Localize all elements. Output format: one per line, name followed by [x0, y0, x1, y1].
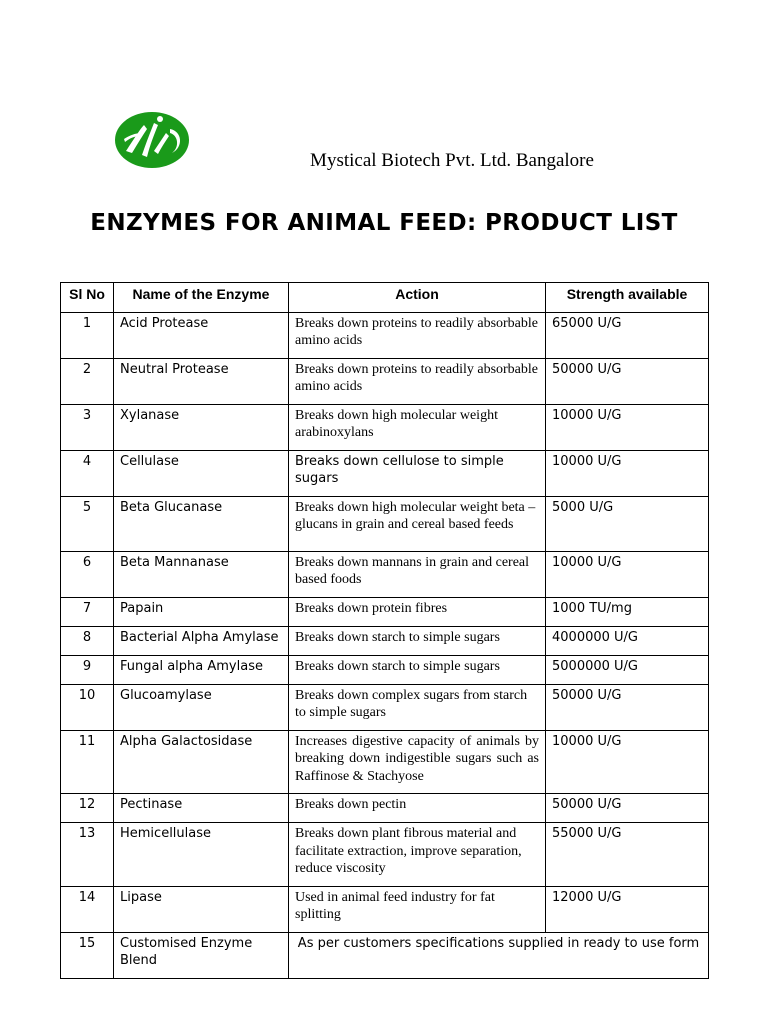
cell-strength: 10000 U/G: [546, 551, 709, 597]
cell-name: Alpha Galactosidase: [114, 730, 289, 794]
cell-action: Breaks down starch to simple sugars: [289, 626, 546, 655]
table-row: [61, 358, 709, 404]
cell-sl: 9: [61, 655, 114, 684]
table-row: [61, 932, 709, 978]
cell-name: Neutral Protease: [114, 358, 289, 404]
cell-merged-action-strength: As per customers specifications supplied in ready to use form: [289, 932, 709, 978]
cell-strength: 1000 TU/mg: [546, 597, 709, 626]
table-row: [61, 312, 709, 358]
cell-sl: 13: [61, 823, 114, 887]
cell-action: Breaks down starch to simple sugars: [289, 655, 546, 684]
header-strength: Strength available: [546, 283, 709, 313]
cell-strength: 5000 U/G: [546, 496, 709, 551]
cell-name: Beta Glucanase: [114, 496, 289, 551]
enzyme-product-table: [60, 282, 709, 979]
cell-sl: 7: [61, 597, 114, 626]
cell-name: Beta Mannanase: [114, 551, 289, 597]
cell-action: Breaks down high molecular weight arabinoxylans: [289, 404, 546, 450]
cell-action: Used in animal feed industry for fat splitting: [289, 886, 546, 932]
cell-sl: 5: [61, 496, 114, 551]
cell-action: Breaks down cellulose to simple sugars: [289, 450, 546, 496]
cell-action: Breaks down proteins to readily absorbable amino acids: [289, 358, 546, 404]
table-row: [61, 886, 709, 932]
cell-sl: 8: [61, 626, 114, 655]
cell-action: Breaks down protein fibres: [289, 597, 546, 626]
cell-sl: 2: [61, 358, 114, 404]
cell-strength: 65000 U/G: [546, 312, 709, 358]
cell-name: Lipase: [114, 886, 289, 932]
cell-strength: 50000 U/G: [546, 358, 709, 404]
cell-sl: 3: [61, 404, 114, 450]
cell-strength: 50000 U/G: [546, 794, 709, 823]
cell-name: Papain: [114, 597, 289, 626]
cell-strength: 55000 U/G: [546, 823, 709, 887]
cell-name: Cellulase: [114, 450, 289, 496]
cell-name: Bacterial Alpha Amylase: [114, 626, 289, 655]
table-row: [61, 551, 709, 597]
cell-strength: 50000 U/G: [546, 684, 709, 730]
cell-strength: 4000000 U/G: [546, 626, 709, 655]
table-row: [61, 626, 709, 655]
cell-action: Increases digestive capacity of animals by breaking down indigestible sugars such as Raffinose & Stachyose: [289, 730, 546, 794]
cell-action: Breaks down high molecular weight beta – glucans in grain and cereal based feeds: [289, 496, 546, 551]
page-title: ENZYMES FOR ANIMAL FEED: PRODUCT LIST: [90, 210, 678, 236]
table-row: [61, 823, 709, 887]
table-header-row: [61, 283, 709, 313]
cell-sl: 10: [61, 684, 114, 730]
cell-sl: 14: [61, 886, 114, 932]
cell-sl: 15: [61, 932, 114, 978]
cell-action: Breaks down pectin: [289, 794, 546, 823]
company-name: Mystical Biotech Pvt. Ltd. Bangalore: [310, 150, 594, 171]
cell-strength: 12000 U/G: [546, 886, 709, 932]
header-action: Action: [289, 283, 546, 313]
table-row: [61, 404, 709, 450]
cell-name: Hemicellulase: [114, 823, 289, 887]
table-row: [61, 794, 709, 823]
header-enzyme-name: Name of the Enzyme: [114, 283, 289, 313]
table-row: [61, 730, 709, 794]
table-row: [61, 496, 709, 551]
table-row: [61, 597, 709, 626]
cell-action: Breaks down proteins to readily absorbable amino acids: [289, 312, 546, 358]
table-row: [61, 684, 709, 730]
cell-sl: 4: [61, 450, 114, 496]
cell-action: Breaks down plant fibrous material and facilitate extraction, improve separation, reduce viscosity: [289, 823, 546, 887]
cell-name: Glucoamylase: [114, 684, 289, 730]
cell-name: Acid Protease: [114, 312, 289, 358]
cell-strength: 10000 U/G: [546, 450, 709, 496]
cell-name: Fungal alpha Amylase: [114, 655, 289, 684]
cell-strength: 10000 U/G: [546, 730, 709, 794]
cell-name: Pectinase: [114, 794, 289, 823]
cell-action: Breaks down complex sugars from starch to simple sugars: [289, 684, 546, 730]
cell-sl: 1: [61, 312, 114, 358]
cell-name: Customised Enzyme Blend: [114, 932, 289, 978]
cell-name: Xylanase: [114, 404, 289, 450]
cell-sl: 6: [61, 551, 114, 597]
cell-sl: 12: [61, 794, 114, 823]
cell-strength: 5000000 U/G: [546, 655, 709, 684]
cell-sl: 11: [61, 730, 114, 794]
header-sl-no: Sl No: [61, 283, 114, 313]
cell-strength: 10000 U/G: [546, 404, 709, 450]
cell-action: Breaks down mannans in grain and cereal based foods: [289, 551, 546, 597]
table-row: [61, 655, 709, 684]
table-row: [61, 450, 709, 496]
